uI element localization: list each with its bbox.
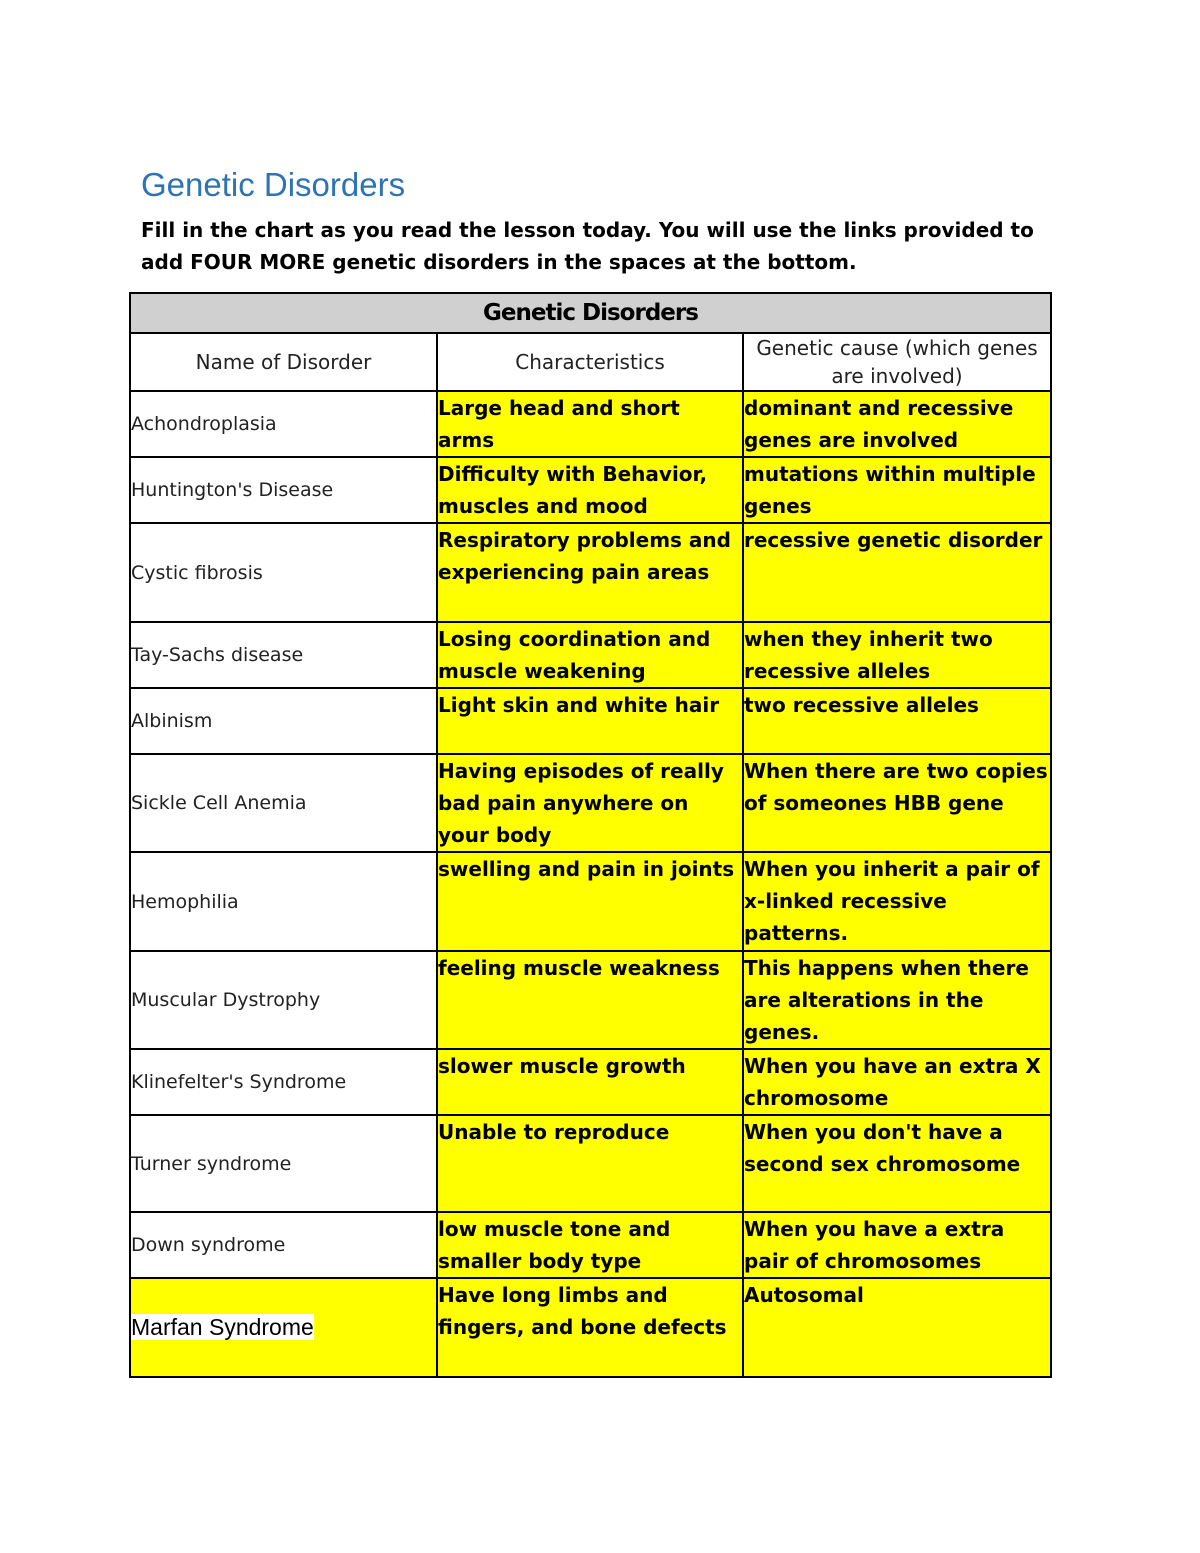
disorder-name-cell: Turner syndrome [130,1115,437,1212]
table-row [130,1212,1051,1278]
characteristics-cell: swelling and pain in joints [437,852,743,951]
disorder-name-cell: Klinefelter's Syndrome [130,1049,437,1115]
characteristics-cell: Difficulty with Behavior, muscles and mood [437,457,743,523]
table-row [130,754,1051,852]
genetic-cause-cell: When you inherit a pair of x-linked recessive patterns. [743,852,1051,951]
genetic-cause-cell: When you have a extra pair of chromosomes [743,1212,1051,1278]
characteristics-cell: feeling muscle weakness [437,951,743,1049]
table-row [130,1115,1051,1212]
disorder-name-cell [130,1278,437,1377]
table-row [130,1278,1051,1377]
characteristics-cell: Have long limbs and fingers, and bone defects [437,1278,743,1377]
genetic-disorders-table [129,292,1052,1378]
disorder-name-highlighted: Marfan Syndrome [131,1314,314,1340]
table-row [130,391,1051,457]
disorder-name-cell: Down syndrome [130,1212,437,1278]
genetic-cause-cell: mutations within multiple genes [743,457,1051,523]
characteristics-cell: slower muscle growth [437,1049,743,1115]
genetic-cause-cell: recessive genetic disorder [743,523,1051,622]
characteristics-cell: low muscle tone and smaller body type [437,1212,743,1278]
genetic-cause-cell: When you don't have a second sex chromosome [743,1115,1051,1212]
table-row [130,523,1051,622]
header-characteristics: Characteristics [437,333,743,391]
table-caption: Genetic Disorders [130,293,1051,333]
table-row [130,951,1051,1049]
genetic-cause-cell: This happens when there are alterations in the genes. [743,951,1051,1049]
genetic-cause-cell: two recessive alleles [743,688,1051,754]
characteristics-cell: Light skin and white hair [437,688,743,754]
disorder-name-cell: Albinism [130,688,437,754]
disorder-name-cell: Huntington's Disease [130,457,437,523]
characteristics-cell: Unable to reproduce [437,1115,743,1212]
header-name-of-disorder: Name of Disorder [130,333,437,391]
page-title: Genetic Disorders [141,166,406,203]
genetic-cause-cell: When there are two copies of someones HBB gene [743,754,1051,852]
table-row [130,622,1051,688]
characteristics-cell: Respiratory problems and experiencing pain areas [437,523,743,622]
genetic-cause-cell: When you have an extra X chromosome [743,1049,1051,1115]
table-row [130,688,1051,754]
header-genetic-cause: Genetic cause (which genes are involved) [743,333,1051,391]
table-row [130,852,1051,951]
disorder-name-cell: Tay-Sachs disease [130,622,437,688]
table-row [130,1049,1051,1115]
disorder-name-cell: Hemophilia [130,852,437,951]
disorder-name-cell: Cystic fibrosis [130,523,437,622]
table-row [130,457,1051,523]
characteristics-cell: Having episodes of really bad pain anywhere on your body [437,754,743,852]
genetic-cause-cell: Autosomal [743,1278,1051,1377]
characteristics-cell: Large head and short arms [437,391,743,457]
genetic-cause-cell: dominant and recessive genes are involved [743,391,1051,457]
instructions-text: Fill in the chart as you read the lesson today. You will use the links provided to add FOUR MORE genetic disorders in the spaces at the bottom. [141,218,1034,274]
disorder-name-cell: Muscular Dystrophy [130,951,437,1049]
characteristics-cell: Losing coordination and muscle weakening [437,622,743,688]
disorder-name-cell: Achondroplasia [130,391,437,457]
genetic-cause-cell: when they inherit two recessive alleles [743,622,1051,688]
disorder-name-cell: Sickle Cell Anemia [130,754,437,852]
